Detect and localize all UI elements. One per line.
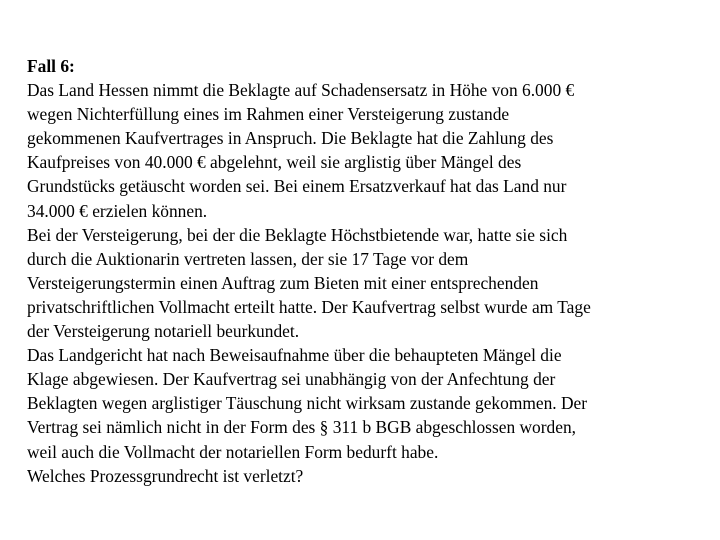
text-line: Grundstücks getäuscht worden sei. Bei einem Ersatzverkauf hat das Land nur [27, 176, 567, 197]
text-line: Beklagten wegen arglistiger Täuschung nicht wirksam zustande gekommen. Der [27, 393, 588, 414]
text-line: Versteigerungstermin einen Auftrag zum Bieten mit einer entsprechenden [27, 272, 539, 293]
text-line: Vertrag sei nämlich nicht in der Form des § 311 b BGB abgeschlossen worden, [27, 417, 576, 438]
text-line: 34.000 € erzielen können. [27, 200, 208, 221]
text-line: gekommenen Kaufvertrages in Anspruch. Die Beklagte hat die Zahlung des [27, 128, 554, 149]
text-line: Klage abgewiesen. Der Kaufvertrag sei unabhängig von der Anfechtung der [27, 369, 556, 390]
case-text-block [27, 54, 699, 488]
text-line: Das Land Hessen nimmt die Beklagte auf Schadensersatz in Höhe von 6.000 € [27, 80, 575, 101]
text-line: Bei der Versteigerung, bei der die Beklagte Höchstbietende war, hatte sie sich [27, 224, 568, 245]
text-line: weil auch die Vollmacht der notariellen Form bedurft habe. [27, 441, 439, 462]
text-line: privatschriftlichen Vollmacht erteilt hatte. Der Kaufvertrag selbst wurde am Tage [27, 296, 591, 317]
text-line: wegen Nichterfüllung eines im Rahmen einer Versteigerung zustande [27, 104, 510, 125]
question-line: Welches Prozessgrundrecht ist verletzt? [27, 465, 304, 486]
case-title: Fall 6: [27, 56, 75, 76]
text-line: der Versteigerung notariell beurkundet. [27, 321, 300, 342]
text-line: Kaufpreises von 40.000 € abgelehnt, weil sie arglistig über Mängel des [27, 152, 522, 173]
text-line: durch die Auktionarin vertreten lassen, der sie 17 Tage vor dem [27, 248, 469, 269]
text-line: Das Landgericht hat nach Beweisaufnahme über die behaupteten Mängel die [27, 345, 562, 366]
